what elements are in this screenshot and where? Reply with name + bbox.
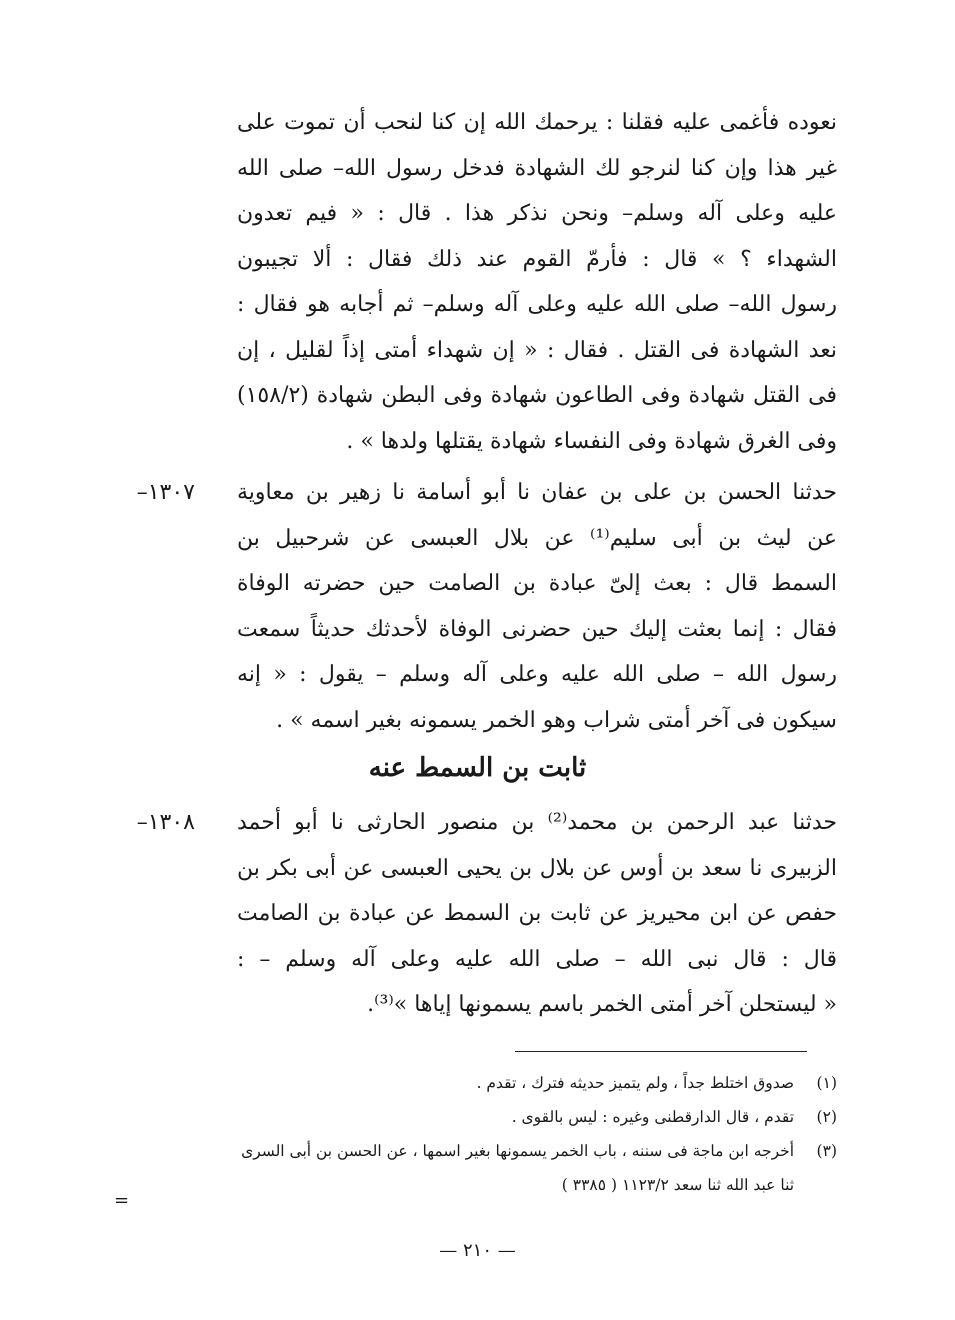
text-line: وفى الغرق شهادة وفى النفساء شهادة يقتلها ولدها » . xyxy=(346,428,837,454)
footnote-mark: (٣) xyxy=(816,1142,837,1160)
footnote-text: أخرجه ابن ماجة فى سننه ، باب الخمر يسمونها بغير اسمها ، عن الحسن بن أبى السرى xyxy=(241,1142,795,1160)
continuation-mark: = xyxy=(114,1190,130,1211)
text-line: غير هذا وإن كنا لنرجو لك الشهادة فدخل رسول الله– صلى الله xyxy=(237,155,837,181)
hadith-number-1308: ١٣٠٨– xyxy=(136,810,195,835)
text-line: الزبيرى نا سعد بن أوس عن بلال بن يحيى العبسى عن أبى بكر بن xyxy=(237,855,837,881)
footnote-3 xyxy=(117,1134,837,1168)
paragraph-continuation xyxy=(237,100,837,464)
text-line: حفص عن ابن محيريز عن ثابت بن السمط عن عبادة بن الصامت xyxy=(237,901,837,926)
text-line: عليه وعلى آله وسلم– ونحن نذكر هذا . قال : « فيم تعدون xyxy=(237,201,837,226)
text-line: حدثنا عبد الرحمن بن محمد⁽²⁾ بن منصور الحارثى نا أبو أحمد xyxy=(237,810,837,835)
hadith-1308 xyxy=(237,800,837,1028)
page-number: — ٢١٠ — xyxy=(439,1240,516,1261)
text-line: رسول الله– صلى الله عليه وعلى آله وسلم– ثم أجابه هو فقال : xyxy=(237,292,837,317)
text-line: قال : قال نبى الله – صلى الله عليه وعلى آله وسلم – : xyxy=(237,946,837,972)
hadith-1307 xyxy=(237,470,837,743)
footnote-text: ثنا عبد الله ثنا سعد ١١٢٣/٢ ( ٣٣٨٥ ) xyxy=(561,1176,795,1194)
text-line: فى القتل شهادة وفى الطاعون شهادة وفى البطن شهادة (١٥٨/٢) xyxy=(237,383,837,408)
text-line: الشهداء ؟ » قال : فأرمّ القوم عند ذلك فقال : ألا تجيبون xyxy=(237,246,837,272)
footnote-mark: (١) xyxy=(816,1074,837,1092)
footnote-1 xyxy=(117,1066,837,1100)
text-line: « ليستحلن آخر أمتى الخمر باسم يسمونها إياها »⁽³⁾. xyxy=(367,992,837,1017)
text-line: عن ليث بن أبى سليم⁽¹⁾ عن بلال العبسى عن شرحبيل بن xyxy=(237,525,837,551)
footnote-text: صدوق اختلط جداً ، ولم يتميز حديثه فترك ، تقدم . xyxy=(476,1074,795,1092)
section-heading: ثابت بن السمط عنه xyxy=(368,753,587,783)
text-line: سيكون فى آخر أمتى شراب وهو الخمر يسمونه بغير اسمه » . xyxy=(276,707,837,733)
text-line: رسول الله – صلى الله عليه وعلى آله وسلم – يقول : « إنه xyxy=(237,662,837,687)
text-line: السمط قال : بعث إلىّ عبادة بن الصامت حين حضرته الوفاة xyxy=(237,571,837,596)
text-line: حدثنا الحسن بن على بن عفان نا أبو أسامة نا زهير بن معاوية xyxy=(237,480,837,505)
footnote-divider xyxy=(515,1051,807,1052)
footnote-mark: (٢) xyxy=(816,1108,837,1126)
footnotes xyxy=(117,1066,837,1202)
footnote-3-continued xyxy=(117,1168,837,1202)
text-line: فقال : إنما بعثت إليك حين حضرنى الوفاة لأحدثك حديثاً سمعت xyxy=(237,616,837,642)
text-line: نعد الشهادة فى القتل . فقال : « إن شهداء أمتى إذاً لقليل ، إن xyxy=(237,337,837,363)
footnote-text: تقدم ، قال الدارقطنى وغيره : ليس بالقوى . xyxy=(511,1108,795,1126)
text-line: نعوده فأغمى عليه فقلنا : يرحمك الله إن كنا لنحب أن تموت على xyxy=(237,110,837,135)
hadith-number-1307: ١٣٠٧– xyxy=(136,480,195,505)
footnote-2 xyxy=(117,1100,837,1134)
